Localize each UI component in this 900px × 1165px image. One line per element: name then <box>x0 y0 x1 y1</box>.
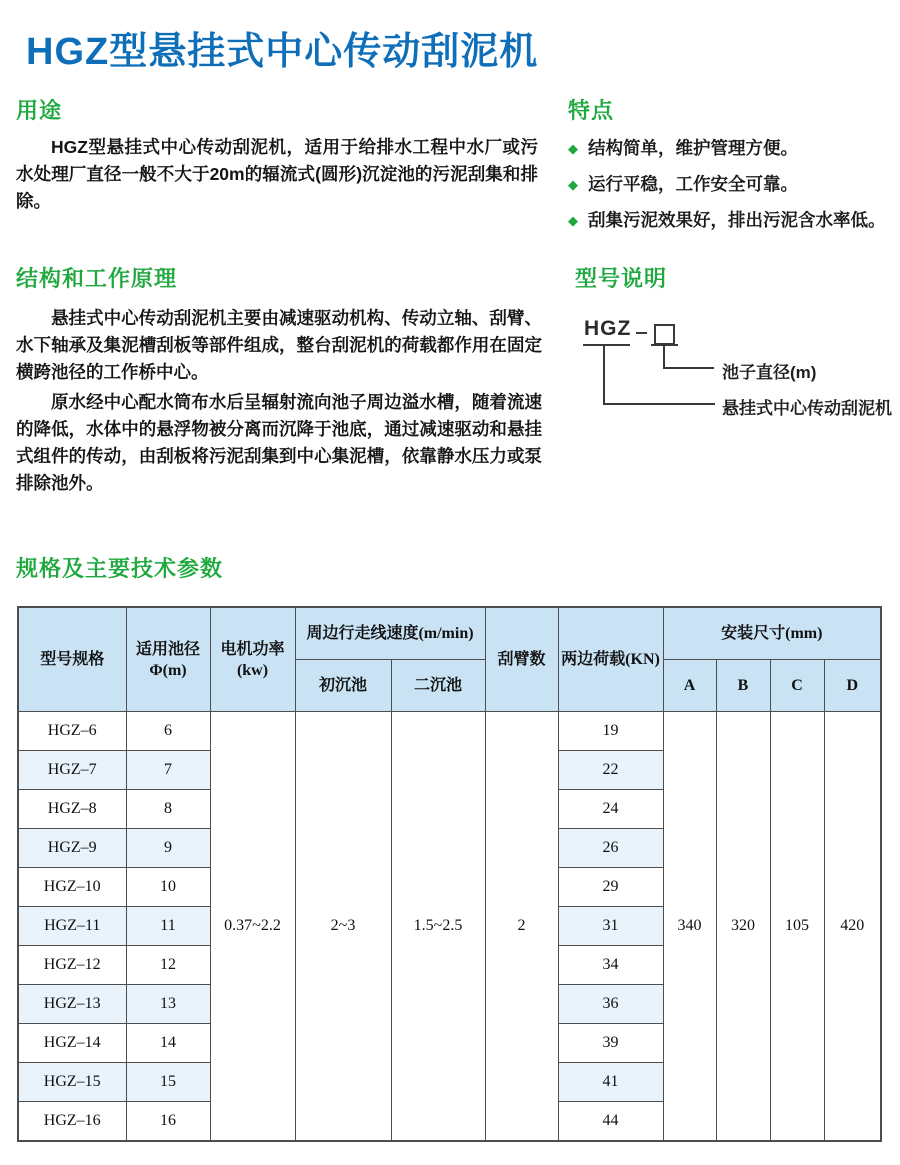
cell-speed-primary-merged: 2~3 <box>295 712 391 1142</box>
leader-vertical-diameter <box>663 346 665 369</box>
cell-model: HGZ–10 <box>18 868 126 907</box>
cell-model: HGZ–11 <box>18 907 126 946</box>
cell-diameter: 14 <box>126 1024 210 1063</box>
usage-paragraph: HGZ型悬挂式中心传动刮泥机，适用于给排水工程中水厂或污水处理厂直径一般不大于20m的辐流式(圆形)沉淀池的污泥刮集和排除。 <box>16 137 538 211</box>
cell-load: 41 <box>558 1063 663 1102</box>
cell-diameter: 7 <box>126 751 210 790</box>
cell-diameter: 8 <box>126 790 210 829</box>
model-code: HGZ <box>584 317 632 340</box>
cell-load: 19 <box>558 712 663 751</box>
cell-diameter: 13 <box>126 985 210 1024</box>
col-header-load: 两边荷载(KN) <box>558 607 663 712</box>
cell-speed-secondary-merged: 1.5~2.5 <box>391 712 485 1142</box>
cell-model: HGZ–8 <box>18 790 126 829</box>
feature-text: 结构简单，维护管理方便。 <box>588 138 798 158</box>
col-header-model: 型号规格 <box>18 607 126 712</box>
table-row <box>18 712 881 751</box>
structure-paragraph-1: 悬挂式中心传动刮泥机主要由减速驱动机构、传动立轴、刮臂、水下轴承及集泥槽刮板等部件组成，整台刮泥机的荷载都作用在固定横跨池径的工作桥中心。 <box>16 308 542 382</box>
leader-horizontal-diameter <box>663 367 714 369</box>
col-header-pool-line1: 适用池径 <box>135 640 200 658</box>
col-header-pool-diameter <box>126 607 210 712</box>
col-header-dim-c: C <box>770 660 824 712</box>
cell-dim-a-merged: 340 <box>663 712 716 1142</box>
feature-text: 刮集污泥效果好，排出污泥含水率低。 <box>588 210 886 230</box>
cell-diameter: 10 <box>126 868 210 907</box>
cell-dim-b-merged: 320 <box>716 712 770 1142</box>
diamond-bullet-icon: ◆ <box>568 177 578 192</box>
col-header-arms: 刮臂数 <box>485 607 558 712</box>
cell-diameter: 11 <box>126 907 210 946</box>
cell-diameter: 15 <box>126 1063 210 1102</box>
cell-power-merged: 0.37~2.2 <box>210 712 295 1142</box>
feature-item <box>568 172 898 197</box>
cell-arms-merged: 2 <box>485 712 558 1142</box>
cell-load: 24 <box>558 790 663 829</box>
cell-load: 44 <box>558 1102 663 1142</box>
cell-dim-c-merged: 105 <box>770 712 824 1142</box>
cell-dim-d-merged: 420 <box>824 712 881 1142</box>
cell-diameter: 16 <box>126 1102 210 1142</box>
cell-model: HGZ–14 <box>18 1024 126 1063</box>
cell-load: 39 <box>558 1024 663 1063</box>
cell-load: 34 <box>558 946 663 985</box>
feature-text: 运行平稳，工作安全可靠。 <box>588 174 798 194</box>
cell-load: 22 <box>558 751 663 790</box>
col-header-speed-primary: 初沉池 <box>295 660 391 712</box>
feature-item <box>568 208 898 233</box>
structure-paragraphs <box>16 305 542 497</box>
col-header-dim-a: A <box>663 660 716 712</box>
col-header-dim-b: B <box>716 660 770 712</box>
page-title: HGZ型悬挂式中心传动刮泥机 <box>26 31 539 73</box>
underline-code <box>583 344 630 346</box>
spec-table <box>17 606 882 1142</box>
col-header-power-line1: 电机功率 <box>220 640 285 658</box>
features-list <box>568 136 898 244</box>
cell-model: HGZ–12 <box>18 946 126 985</box>
model-label-machine: 悬挂式中心传动刮泥机 <box>722 399 892 418</box>
cell-load: 36 <box>558 985 663 1024</box>
cell-model: HGZ–6 <box>18 712 126 751</box>
features-heading: 特点 <box>568 98 615 123</box>
diamond-bullet-icon: ◆ <box>568 141 578 156</box>
col-header-motor-power <box>210 607 295 712</box>
structure-paragraph-2: 原水经中心配水筒布水后呈辐射流向池子周边溢水槽，随着流速的降低，水体中的悬浮物被分离而沉降于池底，通过减速驱动和悬挂式组件的传动，由刮板将污泥刮集到中心集泥槽，依靠静水压力或泵排除池外。 <box>16 392 542 493</box>
cell-diameter: 12 <box>126 946 210 985</box>
col-header-pool-line2: Φ(m) <box>149 661 187 679</box>
model-heading: 型号说明 <box>575 266 668 291</box>
cell-model: HGZ–9 <box>18 829 126 868</box>
usage-heading: 用途 <box>16 98 63 123</box>
cell-load: 31 <box>558 907 663 946</box>
col-header-speed-group: 周边行走线速度(m/min) <box>295 607 485 660</box>
cell-load: 29 <box>558 868 663 907</box>
cell-load: 26 <box>558 829 663 868</box>
cell-model: HGZ–16 <box>18 1102 126 1142</box>
col-header-install-group: 安装尺寸(mm) <box>663 607 881 660</box>
dash-line <box>636 332 647 334</box>
structure-heading: 结构和工作原理 <box>16 266 178 291</box>
cell-model: HGZ–15 <box>18 1063 126 1102</box>
feature-item <box>568 136 898 161</box>
leader-vertical-machine <box>603 346 605 405</box>
col-header-speed-secondary: 二沉池 <box>391 660 485 712</box>
specs-heading: 规格及主要技术参数 <box>16 556 224 581</box>
cell-diameter: 9 <box>126 829 210 868</box>
leader-horizontal-machine <box>603 403 715 405</box>
cell-diameter: 6 <box>126 712 210 751</box>
cell-model: HGZ–7 <box>18 751 126 790</box>
diamond-bullet-icon: ◆ <box>568 213 578 228</box>
cell-model: HGZ–13 <box>18 985 126 1024</box>
col-header-power-line2: (kw) <box>236 661 269 679</box>
model-placeholder-box <box>654 324 675 345</box>
col-header-dim-d: D <box>824 660 881 712</box>
model-label-diameter: 池子直径(m) <box>722 363 817 382</box>
